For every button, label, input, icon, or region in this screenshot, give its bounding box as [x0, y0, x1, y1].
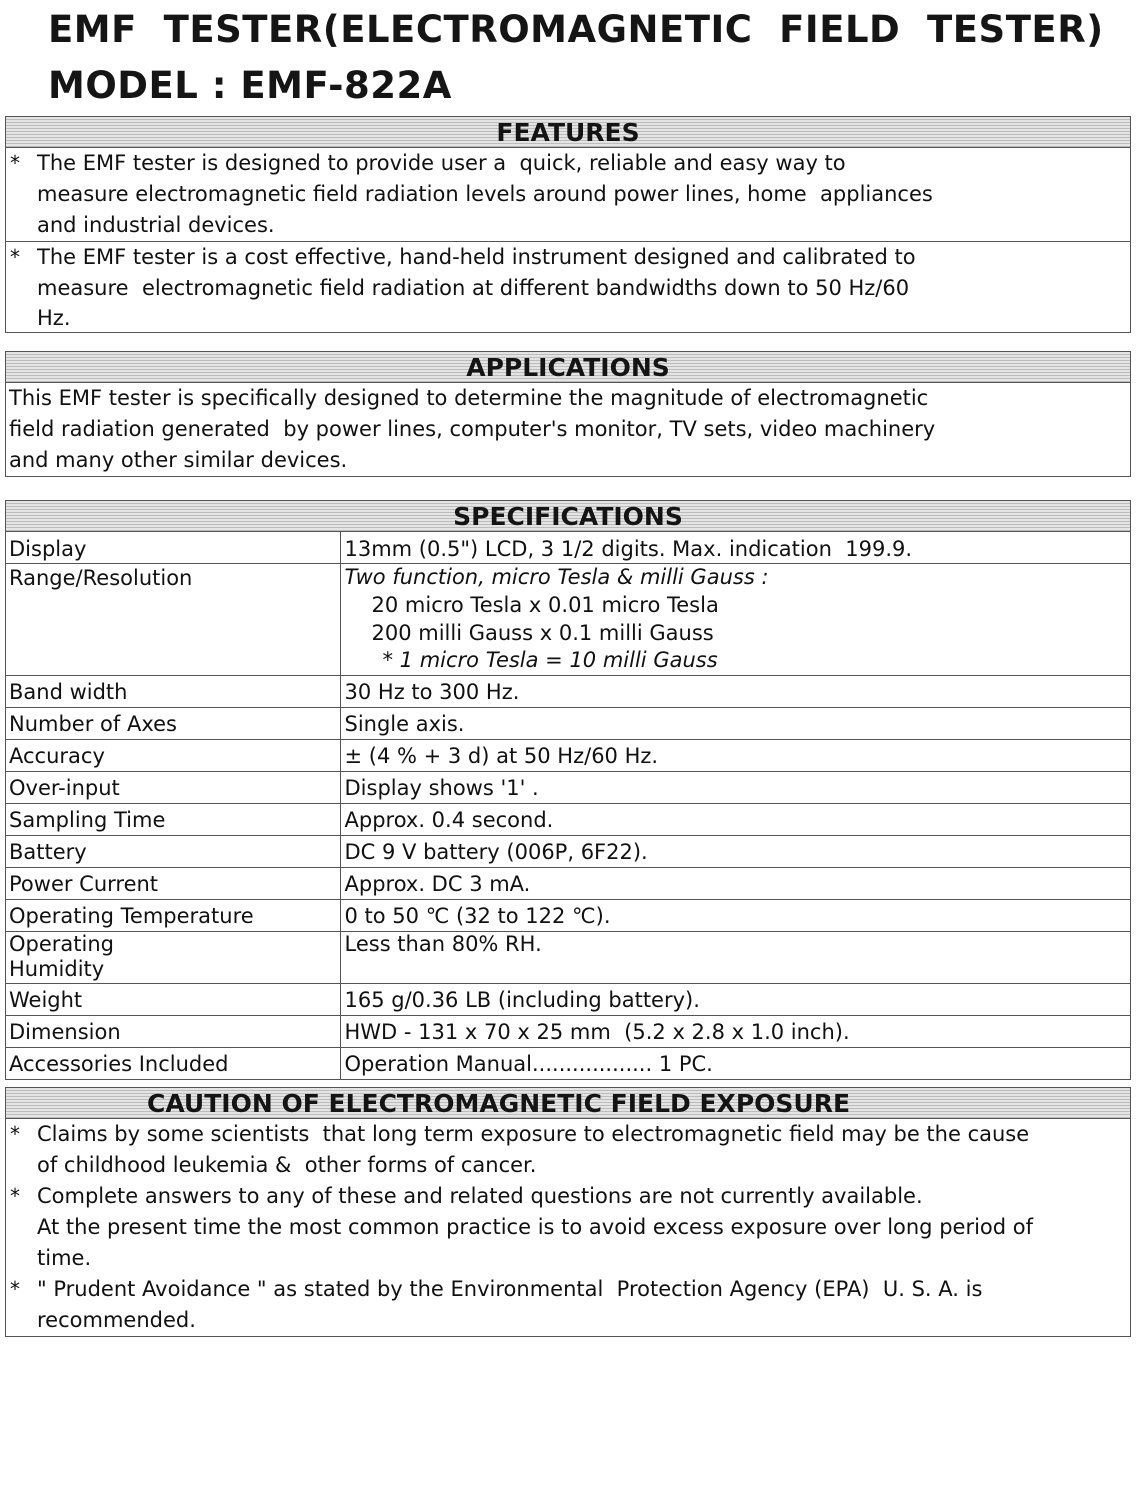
spec-row-sampling: [6, 804, 1130, 836]
caution-line: Claims by some scientists that long term exposure to electromagnetic field may be the cause: [37, 1122, 1030, 1146]
spec-row-bandwidth: [6, 676, 1130, 708]
feature-line: measure electromagnetic field radiation levels around power lines, home appliances: [37, 182, 933, 206]
bullet-star: *: [10, 1184, 20, 1208]
caution-item: [6, 1181, 1130, 1274]
spec-row-axes: [6, 708, 1130, 740]
spec-label: Power Current: [6, 868, 340, 900]
bullet-star: *: [10, 1122, 20, 1146]
caution-section: [5, 1087, 1131, 1337]
spec-row-accessories: [6, 1048, 1130, 1080]
feature-line: and industrial devices.: [37, 213, 275, 237]
caution-line: recommended.: [37, 1308, 196, 1332]
spec-label: Battery: [6, 836, 340, 868]
spec-label: Number of Axes: [6, 708, 340, 740]
title-line-2: MODEL : EMF-822A: [48, 64, 452, 107]
specifications-heading: SPECIFICATIONS: [6, 501, 1130, 532]
feature-item: [6, 148, 1130, 241]
range-line: 20 micro Tesla x 0.01 micro Tesla: [371, 593, 719, 617]
spec-row-accuracy: [6, 740, 1130, 772]
applications-section: [5, 351, 1131, 477]
spec-label: Dimension: [6, 1016, 340, 1048]
spec-label: Operating Temperature: [6, 900, 340, 932]
bullet-star: *: [10, 151, 20, 175]
spec-row-dimension: [6, 1016, 1130, 1048]
spec-value: 0 to 50 ℃ (32 to 122 ℃).: [340, 900, 1130, 932]
spec-value: 165 g/0.36 LB (including battery).: [340, 984, 1130, 1016]
spec-row-display: [6, 532, 1130, 564]
spec-value: Display shows '1' .: [340, 772, 1130, 804]
spec-label: Range/Resolution: [6, 564, 340, 676]
spec-row-current: [6, 868, 1130, 900]
feature-line: The EMF tester is designed to provide user a quick, reliable and easy way to: [37, 151, 846, 175]
spec-label: Over-input: [6, 772, 340, 804]
feature-line: Hz.: [37, 306, 71, 330]
caution-heading: CAUTION OF ELECTROMAGNETIC FIELD EXPOSURE: [6, 1088, 1130, 1119]
spec-row-weight: [6, 984, 1130, 1016]
range-intro: Two function, micro Tesla & milli Gauss :: [344, 565, 769, 589]
bullet-star: *: [10, 1277, 20, 1301]
spec-label-line: Operating: [9, 932, 114, 956]
spec-value: Operation Manual.................. 1 PC.: [340, 1048, 1130, 1080]
applications-line: This EMF tester is specifically designed to determine the magnitude of electromagnetic: [9, 386, 929, 410]
caution-line: of childhood leukemia & other forms of cancer.: [37, 1153, 537, 1177]
spec-label-line: Humidity: [9, 957, 105, 981]
caution-line: At the present time the most common practice is to avoid excess exposure over long period of: [37, 1215, 1034, 1239]
feature-item: [6, 241, 1130, 332]
applications-heading: APPLICATIONS: [6, 352, 1130, 383]
spec-label-humidity: [6, 932, 340, 984]
spec-row-range: [6, 564, 1130, 676]
spec-label: Band width: [6, 676, 340, 708]
caution-item: [6, 1274, 1130, 1336]
caution-item: [6, 1119, 1130, 1181]
spec-label: Weight: [6, 984, 340, 1016]
spec-label: Sampling Time: [6, 804, 340, 836]
spec-label: Display: [6, 532, 340, 564]
spec-value: 13mm (0.5") LCD, 3 1/2 digits. Max. indication 199.9.: [344, 537, 913, 561]
specifications-section: [5, 500, 1131, 1080]
title-line-1: EMF TESTER(ELECTROMAGNETIC FIELD TESTER): [48, 8, 1104, 51]
spec-row-overinput: [6, 772, 1130, 804]
caution-line: Complete answers to any of these and related questions are not currently available.: [37, 1184, 923, 1208]
spec-value: ± (4 % + 3 d) at 50 Hz/60 Hz.: [340, 740, 1130, 772]
spec-value: Approx. 0.4 second.: [340, 804, 1130, 836]
spec-value: DC 9 V battery (006P, 6F22).: [340, 836, 1130, 868]
spec-label: Accessories Included: [6, 1048, 340, 1080]
applications-text: [6, 383, 1130, 476]
spec-value: Approx. DC 3 mA.: [340, 868, 1130, 900]
range-line: 200 milli Gauss x 0.1 milli Gauss: [371, 621, 714, 645]
spec-row-optemp: [6, 900, 1130, 932]
feature-line: measure electromagnetic field radiation at different bandwidths down to 50 Hz/60: [37, 276, 910, 300]
range-note: * 1 micro Tesla = 10 milli Gauss: [382, 648, 718, 672]
applications-line: and many other similar devices.: [9, 448, 348, 472]
spec-value-range: [340, 564, 1130, 676]
specifications-table: [6, 532, 1130, 1079]
features-heading: FEATURES: [6, 117, 1130, 148]
spec-row-humidity: [6, 932, 1130, 984]
spec-value: HWD - 131 x 70 x 25 mm (5.2 x 2.8 x 1.0 inch).: [340, 1016, 1130, 1048]
caution-line: " Prudent Avoidance " as stated by the Environmental Protection Agency (EPA) U. S. A. is: [37, 1277, 983, 1301]
spec-value: 30 Hz to 300 Hz.: [340, 676, 1130, 708]
features-section: [5, 116, 1131, 333]
spec-value: Single axis.: [340, 708, 1130, 740]
applications-line: field radiation generated by power lines, computer's monitor, TV sets, video machinery: [9, 417, 936, 441]
page-title: [48, 2, 1104, 114]
spec-value: Less than 80% RH.: [340, 932, 1130, 984]
feature-line: The EMF tester is a cost effective, hand-held instrument designed and calibrated to: [37, 245, 916, 269]
spec-label: Accuracy: [6, 740, 340, 772]
bullet-star: *: [10, 245, 20, 269]
spec-row-battery: [6, 836, 1130, 868]
caution-line: time.: [37, 1246, 92, 1270]
